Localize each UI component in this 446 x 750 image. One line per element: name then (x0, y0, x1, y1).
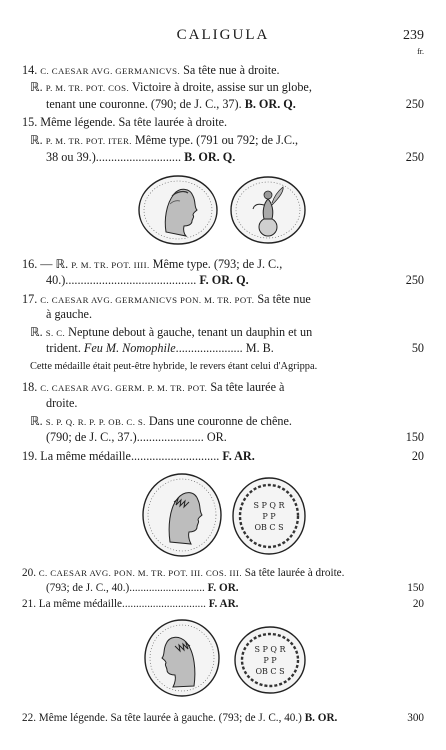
entry-18-line4: (790; de J. C., 37.)...................... OR. (46, 430, 227, 444)
page-title: CALIGULA (176, 27, 270, 43)
page-number: 239 (403, 28, 424, 43)
coin2-reverse-line3: OB C S (254, 523, 284, 532)
entry-15-line2: ℝ. P. M. TR. POT. ITER. Même type. (791 ou 792; de J.C., (30, 133, 299, 147)
entry-20-line1: 20. C. CAESAR AVG. PON. M. TR. POT. III. COS. III. Sa tête laurée à droite. (22, 567, 345, 579)
entry-17-value: 50 (411, 341, 424, 355)
coin-reverse-oak-wreath-icon (232, 624, 308, 696)
entry-16-line1: 16. — ℝ. P. M. TR. POT. IIII. Même type. (793; de J. C., (22, 257, 283, 271)
entry-20-value: 150 (407, 582, 424, 594)
entry-17-line4: trident. Feu M. Nomophile...................... M. B. (46, 341, 274, 355)
entry-21-line1: 21. La même médaille.............................. F. AR. (22, 598, 239, 610)
entry-17-note: Cette médaille était peut-être hybride, le revers étant celui d'Agrippa. (30, 361, 318, 372)
entry-15-line1: 15. Même légende. Sa tête laurée à droite. (22, 115, 228, 129)
entry-22-line1: 22. Même légende. Sa tête laurée à gauche. (793; de J. C., 40.) B. OR. (22, 712, 338, 724)
entry-15-line3: 38 ou 39.)............................ B. OR. Q. (46, 150, 236, 164)
entry-14-line1: 14. C. CAESAR AVG. GERMANICVS. Sa tête nue à droite. (22, 63, 280, 77)
coin-illustration-3 (0, 616, 446, 700)
entry-19-line1: 19. La même médaille............................. F. AR. (22, 449, 255, 463)
entry-17-line2: à gauche. (46, 307, 93, 321)
coin-obverse-head-right-icon (136, 174, 220, 246)
entry-22-value: 300 (407, 712, 424, 724)
entry-16-value: 250 (405, 273, 424, 287)
entry-16-line2: 40.)........................................... F. OR. Q. (46, 273, 249, 287)
coin-illustration-2 (0, 470, 446, 560)
entry-15-value: 250 (405, 150, 424, 164)
value-unit: fr. (417, 47, 424, 56)
entry-18-value: 150 (405, 430, 424, 444)
entry-17-line3: ℝ. S. C. Neptune debout à gauche, tenant un dauphin et un (30, 325, 313, 339)
entry-18-line3: ℝ. S. P. Q. R. P. P. OB. C. S. Dans une couronne de chêne. (30, 414, 292, 428)
coin3-reverse-line1: S P Q R (254, 645, 286, 654)
coin-reverse-victory-icon (228, 175, 308, 245)
entry-18-line1: 18. C. CAESAR AVG. GERM. P. M. TR. POT. Sa tête laurée à (22, 380, 285, 394)
entry-18-line2: droite. (46, 396, 78, 410)
entry-14-value: 250 (405, 97, 424, 111)
coin2-reverse-line1: S P Q R (253, 501, 285, 510)
entry-17-line1: 17. C. CAESAR AVG. GERMANICVS PON. M. TR. POT. Sa tête nue (22, 292, 311, 306)
entry-21-value: 20 (412, 598, 424, 610)
coin-obverse-laureate-head-left-icon (142, 618, 222, 698)
entry-14-line2: ℝ. P. M. TR. POT. COS. Victoire à droite, assise sur un globe, (30, 80, 312, 94)
entry-19-value: 20 (411, 449, 424, 463)
coin-illustration-1 (0, 172, 446, 250)
entry-14-line3: tenant une couronne. (790; de J. C., 37). B. OR. Q. (46, 97, 296, 111)
coin3-reverse-line2: P P (263, 656, 277, 665)
entry-20-line2: (793; de J. C., 40.)........................... F. OR. (46, 582, 239, 594)
coin-obverse-laureate-head-icon (140, 472, 224, 558)
coin2-reverse-line2: P P (262, 512, 276, 521)
coin-reverse-oak-wreath-icon (230, 476, 308, 556)
coin3-reverse-line3: OB C S (255, 667, 285, 676)
